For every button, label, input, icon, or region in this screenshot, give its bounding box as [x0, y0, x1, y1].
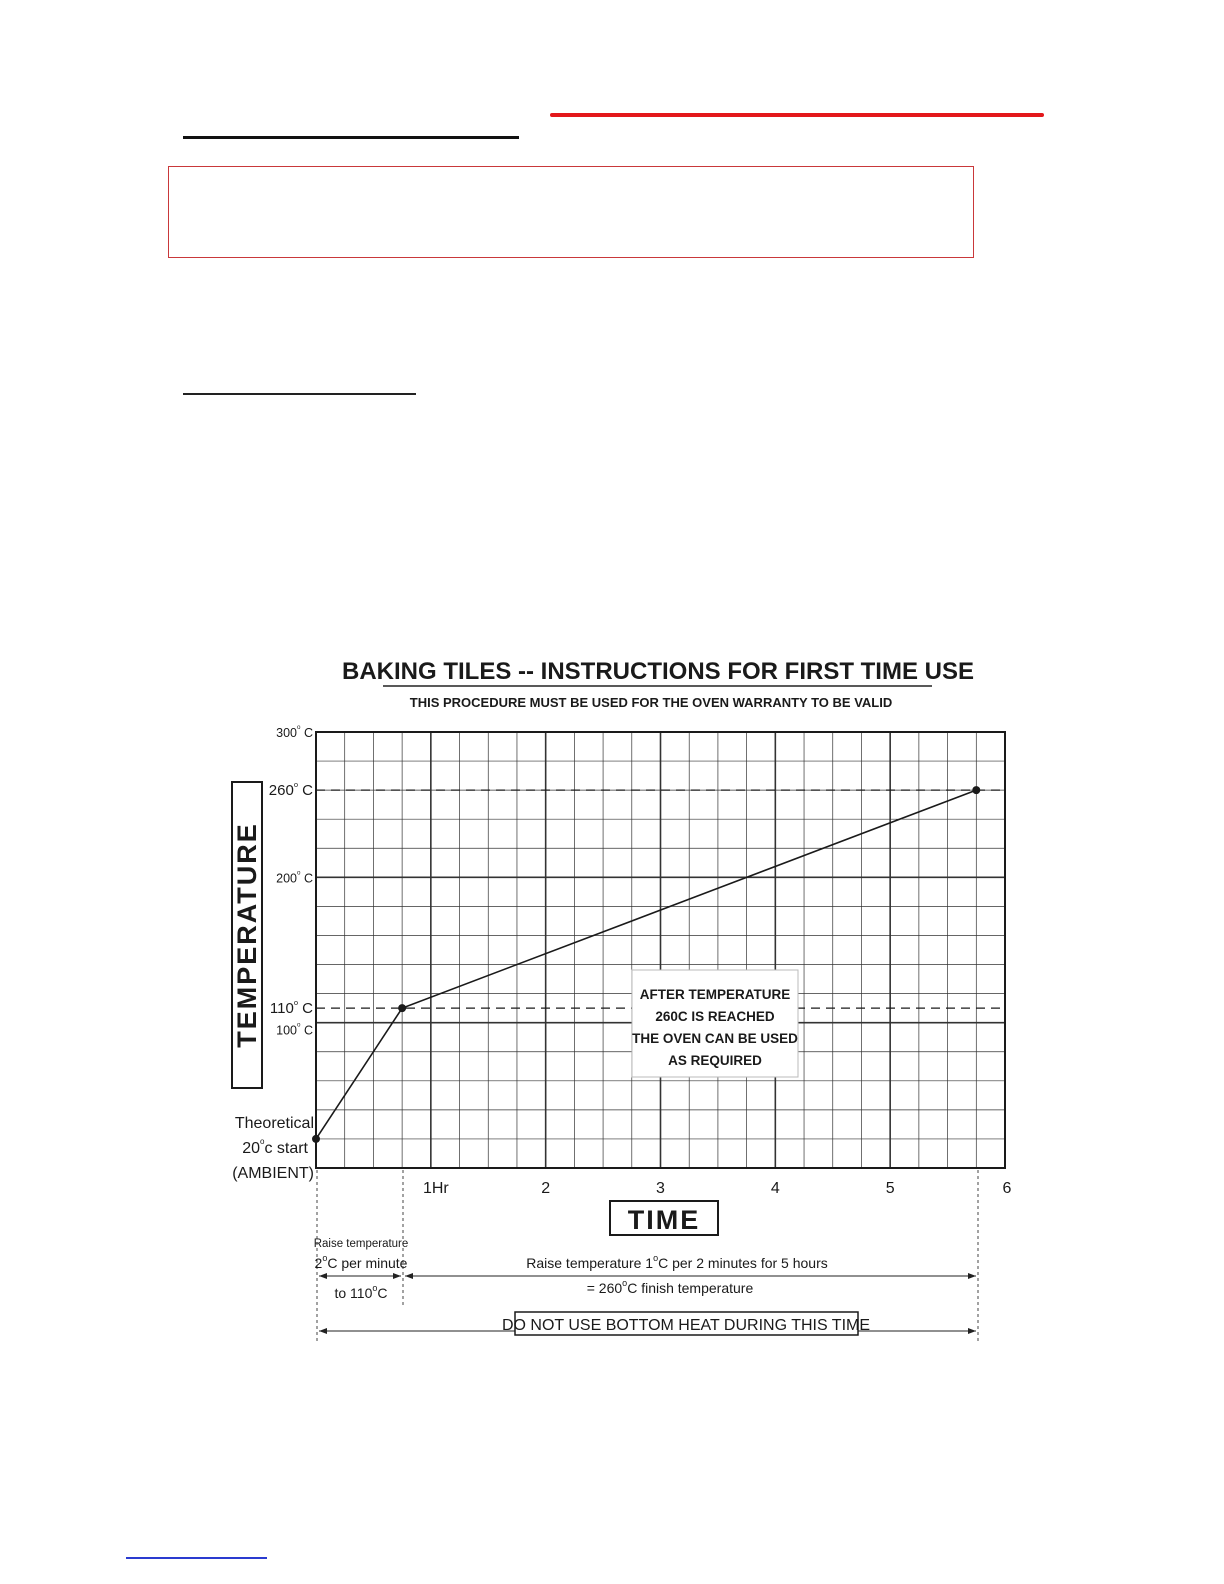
warning-text: DO NOT USE BOTTOM HEAT DURING THIS TIME: [501, 1317, 871, 1334]
y-axis-label: TEMPERATURE: [232, 822, 262, 1048]
y-tick-label: 260$^o$ C: [268, 780, 313, 800]
start-label-line1: Theoretical: [234, 1115, 314, 1132]
start-label-line2: 20$^o$c start: [242, 1137, 308, 1157]
callout-line-3: THE OVEN CAN BE USED: [632, 1031, 798, 1046]
start-label-line3: (AMBIENT): [232, 1165, 314, 1182]
phase2-line1: Raise temperature 1$^o$C per 2 minutes for 5 hours: [526, 1253, 828, 1271]
callout-line-2: 260C IS REACHED: [655, 1009, 775, 1024]
chart-subtitle: THIS PROCEDURE MUST BE USED FOR THE OVEN WARRANTY TO BE VALID: [409, 695, 893, 710]
y-tick-label: 300$^o$ C: [276, 724, 313, 740]
callout-line-4: AS REQUIRED: [668, 1053, 762, 1068]
x-tick-label: 2: [541, 1180, 551, 1197]
phase1-line2: 2$^o$C per minute: [314, 1253, 408, 1271]
x-tick-label: 5: [885, 1180, 895, 1197]
x-tick-label: 4: [770, 1180, 780, 1197]
callout-line-1: AFTER TEMPERATURE: [639, 987, 791, 1002]
x-tick-label: 1Hr: [422, 1180, 449, 1197]
grid-lines: [316, 732, 1005, 1168]
y-tick-labels: [269, 724, 313, 1038]
data-point: [972, 786, 980, 794]
x-tick-label: 3: [656, 1180, 665, 1197]
x-tick-labels: [423, 1180, 1012, 1197]
y-tick-label: 110$^o$ C: [269, 998, 313, 1018]
phase-annotations: [314, 1170, 978, 1343]
x-tick-label: 6: [1002, 1180, 1012, 1197]
phase1-line3: to 110$^o$C: [334, 1283, 388, 1301]
chart-title: BAKING TILES -- INSTRUCTIONS FOR FIRST TIME USE: [342, 658, 974, 685]
y-tick-label: 100$^o$ C: [276, 1021, 313, 1038]
x-axis-label: TIME: [627, 1205, 701, 1235]
data-point: [398, 1004, 406, 1012]
phase1-line1: Raise temperature: [313, 1238, 409, 1250]
phase2-line2: = $260^oC$ finish temperature: [586, 1278, 754, 1296]
y-tick-label: 200$^o$ C: [276, 869, 313, 886]
